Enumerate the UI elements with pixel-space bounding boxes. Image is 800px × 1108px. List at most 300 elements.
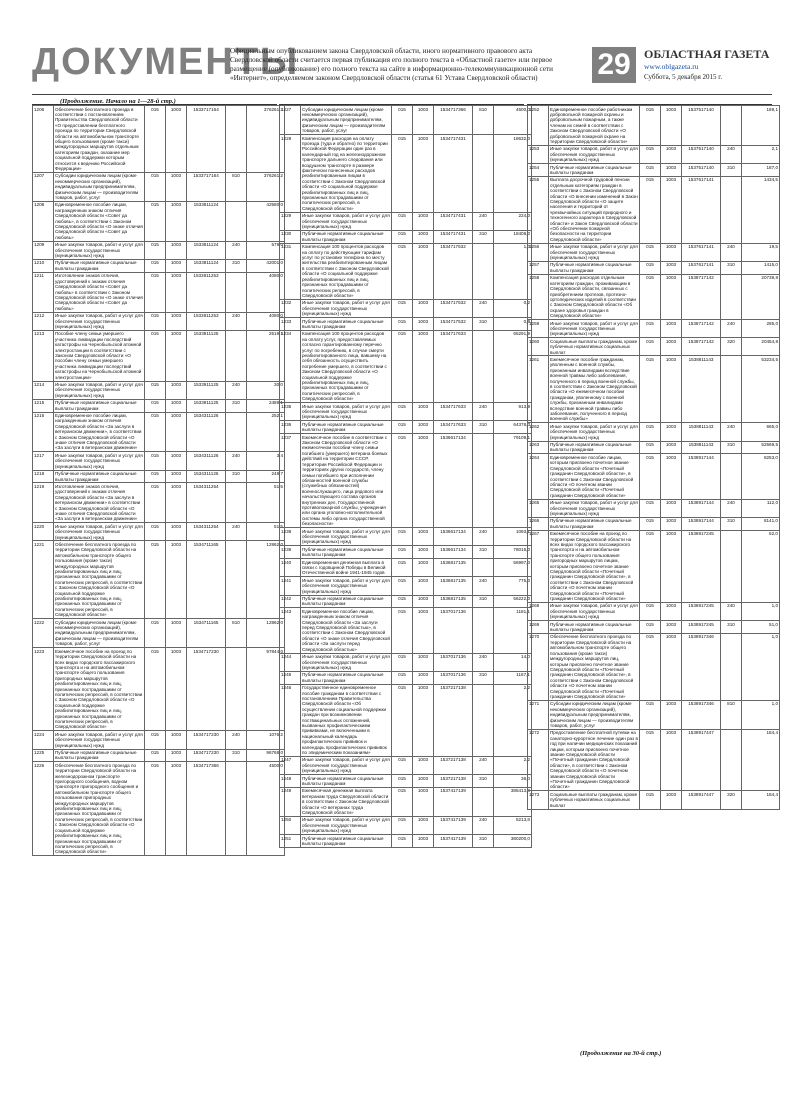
row-section-code: 1003 xyxy=(661,243,682,261)
row-section-code: 1003 xyxy=(661,338,682,356)
row-section-code: 1003 xyxy=(413,299,434,317)
row-description: Публичные нормативные социальные выплаты гражданам xyxy=(301,835,392,848)
row-description: Обеспечение бесплатного проезда по территории Свердловской области на автомобильном транспорте общего пользования (кроме такси) междугородных маршрутов реабилитированных лиц и лиц, признанных пострадавшими от политических репрессий, в соответствии с Законом Свердловской области «О социальной поддержке реабилитированных лиц и лиц, признанных пострадавшими от политических репрессий, в Свердловской области» xyxy=(54,541,145,619)
row-amount: 1415,0 xyxy=(742,261,780,274)
table-row xyxy=(528,454,780,499)
row-target-code: 1537517140 xyxy=(682,106,721,146)
row-target-code: 1536617134 xyxy=(434,434,473,528)
row-number: 1273 xyxy=(528,791,549,809)
row-expense-type: 240 xyxy=(473,528,494,546)
row-admin-code: 015 xyxy=(392,577,413,595)
row-admin-code: 015 xyxy=(145,541,166,619)
row-target-code: 1538717142 xyxy=(682,274,721,319)
row-number: 1245 xyxy=(280,671,301,684)
table-row xyxy=(33,731,285,749)
row-description: Иные закупки товаров, работ и услуг для обеспечения государственных (муниципальных) нужд xyxy=(302,654,390,670)
row-section-code: 1003 xyxy=(413,595,434,608)
row-amount: 78016,0 xyxy=(494,546,532,559)
row-target-code: 1538917346 xyxy=(682,700,721,729)
row-section-code: 1003 xyxy=(413,816,434,834)
table-row xyxy=(280,528,532,546)
row-expense-type: 810 xyxy=(473,106,494,135)
row-admin-code: 015 xyxy=(392,671,413,684)
row-target-code: 1533811124 xyxy=(187,259,226,272)
row-expense-type: 240 xyxy=(473,816,494,834)
row-number: 1238 xyxy=(280,528,301,546)
table-row xyxy=(33,241,285,259)
row-amount: 189,1 xyxy=(742,106,780,146)
row-target-code: 1536817135 xyxy=(434,595,473,608)
row-section-code: 1003 xyxy=(166,762,187,856)
row-target-code: 1534311254 xyxy=(187,523,226,541)
row-admin-code: 015 xyxy=(392,684,413,756)
page-header xyxy=(32,42,772,90)
row-number: 1211 xyxy=(33,272,54,312)
website-link[interactable]: www.oblgazeta.ru xyxy=(644,62,699,71)
row-amount: 36,0 xyxy=(494,775,532,788)
row-description: Единовременное пособие лицам, награжденным знаком отличия Свердловской области «Совет да любовь», в соответствии с Законом Свердловской области «О знаке отличия Свердловской области «Совет да любовь» xyxy=(55,202,143,240)
row-amount: 4500,0 xyxy=(247,762,285,856)
row-amount: 97844,0 xyxy=(247,648,285,731)
row-amount: 8253,0 xyxy=(742,454,780,499)
row-description: Социальные выплаты гражданам, кроме публичных нормативных социальных выплат xyxy=(549,791,640,809)
budget-column-3 xyxy=(527,104,778,1045)
row-expense-type: 310 xyxy=(473,671,494,684)
row-amount: 2489,1 xyxy=(247,399,285,412)
row-number: 1208 xyxy=(33,201,54,241)
row-section-code: 1003 xyxy=(413,403,434,421)
row-description: Изготовление знаков отличия, удостоверений к знакам отличия Свердловской области «За заслуги в ветеранском движении» в соответствии с Законом Свердловской области «О знаке отличия Свердловской области «За заслуги в ветеранском движении» xyxy=(54,483,145,523)
row-number: 1212 xyxy=(33,312,54,330)
row-admin-code: 015 xyxy=(392,403,413,421)
row-expense-type: 810 xyxy=(226,619,247,648)
row-number: 1265 xyxy=(528,499,549,517)
row-admin-code: 015 xyxy=(640,441,661,454)
row-target-code: 1534717366 xyxy=(434,106,473,135)
row-admin-code: 015 xyxy=(640,274,661,319)
row-section-code: 1003 xyxy=(413,756,434,774)
row-expense-type: 240 xyxy=(473,653,494,671)
row-amount: 2,1 xyxy=(742,145,780,163)
row-amount: 79109,1 xyxy=(494,434,532,528)
row-section-code: 1003 xyxy=(166,241,187,259)
row-amount: 20454,8 xyxy=(742,338,780,356)
row-amount: 0,8 xyxy=(494,318,532,331)
row-number: 1221 xyxy=(33,541,54,619)
table-row xyxy=(528,261,780,274)
row-target-code: 1534717532 xyxy=(434,299,473,317)
row-section-code: 1003 xyxy=(413,230,434,243)
row-number: 1207 xyxy=(33,172,54,201)
row-number: 1261 xyxy=(528,356,549,423)
row-expense-type: 310 xyxy=(226,749,247,762)
row-target-code: 1538811143 xyxy=(682,423,721,441)
row-expense-type xyxy=(473,684,494,756)
row-amount: 56997,0 xyxy=(494,559,532,577)
row-admin-code: 015 xyxy=(640,320,661,338)
row-admin-code: 015 xyxy=(145,312,166,330)
row-section-code: 1003 xyxy=(166,619,187,648)
table-row xyxy=(33,619,285,648)
row-number: 1271 xyxy=(528,700,549,729)
row-expense-type: 240 xyxy=(721,320,742,338)
budget-column-1 xyxy=(32,104,283,1045)
row-section-code: 1003 xyxy=(166,648,187,731)
row-section-code: 1003 xyxy=(166,749,187,762)
row-target-code: 1534717431 xyxy=(434,230,473,243)
row-amount: 1167,1 xyxy=(494,671,532,684)
table-row xyxy=(33,312,285,330)
table-row xyxy=(33,412,285,452)
row-number: 1241 xyxy=(280,577,301,595)
row-target-code: 1537217138 xyxy=(434,756,473,774)
row-target-code: 1534717532 xyxy=(434,243,473,299)
row-section-code: 1003 xyxy=(166,452,187,470)
row-section-code: 1003 xyxy=(661,423,682,441)
row-section-code: 1003 xyxy=(413,608,434,653)
table-row xyxy=(280,577,532,595)
row-description: Публичные нормативные социальные выплаты гражданам xyxy=(301,595,392,608)
row-expense-type: 310 xyxy=(473,230,494,243)
row-description: Субсидии юридическим лицам (кроме некоммерческих организаций), индивидуальным предпринимателям, физическим лицам — производителям товаров, работ, услуг xyxy=(549,700,640,729)
row-target-code: 1534717230 xyxy=(187,731,226,749)
row-expense-type: 310 xyxy=(473,318,494,331)
row-number: 1216 xyxy=(33,412,54,452)
row-section-code: 1003 xyxy=(166,259,187,272)
row-target-code: 1538917245 xyxy=(682,621,721,634)
row-target-code: 1537217138 xyxy=(434,775,473,788)
row-section-code: 1003 xyxy=(166,172,187,201)
row-target-code: 1533811253 xyxy=(187,272,226,312)
row-section-code: 1003 xyxy=(413,212,434,230)
row-section-code: 1003 xyxy=(661,602,682,620)
row-expense-type: 810 xyxy=(226,172,247,201)
row-target-code: 1537617141 xyxy=(682,243,721,261)
row-expense-type: 310 xyxy=(721,441,742,454)
row-target-code: 1537017136 xyxy=(434,653,473,671)
row-target-code: 1533911125 xyxy=(187,381,226,399)
row-expense-type: 240 xyxy=(226,523,247,541)
row-amount: 12862,0 xyxy=(247,541,285,619)
row-description: Публичные нормативные социальные выплаты гражданам xyxy=(54,259,145,272)
row-number: 1249 xyxy=(280,787,301,816)
budget-table xyxy=(527,105,780,810)
table-row xyxy=(528,243,780,261)
row-admin-code: 015 xyxy=(392,653,413,671)
table-row xyxy=(528,633,780,700)
row-section-code: 1003 xyxy=(413,318,434,331)
row-description: Обеспечение бесплатного проезда в соответствии с постановлением Правительства Свердловской области «О предоставлении бесплатного проезда по территории Свердловской области на автомобильном транспорте общего пользования (кроме такси) междугородных маршрутов отдельным категориям граждан, оказание мер социальной поддержки которым относится к ведению Российской Федерации» xyxy=(54,106,145,173)
row-amount: 18408,0 xyxy=(494,230,532,243)
table-row xyxy=(528,356,780,423)
row-admin-code: 015 xyxy=(145,381,166,399)
row-admin-code: 015 xyxy=(392,756,413,774)
row-description: Иные закупки товаров, работ и услуг для обеспечения государственных (муниципальных) нужд xyxy=(302,300,390,317)
row-section-code: 1003 xyxy=(166,106,187,173)
row-description: Предоставление бесплатной путевки на санаторно-курортное лечение один раз в год при наличии медицинских показаний лицам, которым присвоено почетное звание Свердловской области «Почетный гражданин Свердловской области», в соответствии с Законом Свердловской области «О почетном звании Свердловской области «Почетный гражданин Свердловской области» xyxy=(550,730,638,790)
row-target-code: 1534717366 xyxy=(187,762,226,856)
row-number: 1239 xyxy=(280,546,301,559)
table-row xyxy=(528,274,780,319)
row-amount: 51,0 xyxy=(742,621,780,634)
row-expense-type: 240 xyxy=(721,243,742,261)
row-amount: 18632,0 xyxy=(494,135,532,213)
table-row xyxy=(33,106,285,173)
row-number: 1227 xyxy=(280,106,301,135)
row-number: 1256 xyxy=(528,243,549,261)
row-number: 1226 xyxy=(33,762,54,856)
row-description: Публичные нормативные социальные выплаты гражданам xyxy=(549,441,640,454)
row-section-code: 1003 xyxy=(413,421,434,434)
row-admin-code: 015 xyxy=(392,595,413,608)
row-section-code: 1003 xyxy=(166,412,187,452)
row-admin-code: 015 xyxy=(392,330,413,402)
row-admin-code: 015 xyxy=(145,272,166,312)
row-admin-code: 015 xyxy=(640,791,661,809)
table-row xyxy=(280,684,532,756)
table-row xyxy=(280,546,532,559)
row-expense-type xyxy=(473,787,494,816)
table-row xyxy=(280,230,532,243)
row-description: Субсидии юридическим лицам (кроме некоммерческих организаций), индивидуальным предпринимателям, физическим лицам — производителям товаров, работ, услуг xyxy=(54,619,145,648)
row-admin-code: 015 xyxy=(145,399,166,412)
table-row xyxy=(33,648,285,731)
row-expense-type xyxy=(721,633,742,700)
newspaper-name: ОБЛАСТНАЯ ГАЗЕТА xyxy=(644,47,770,61)
row-target-code: 1533717164 xyxy=(187,172,226,201)
row-amount: 2519,1 xyxy=(247,330,285,381)
row-description: Иные закупки товаров, работ и услуг для обеспечения государственных (муниципальных) нужд xyxy=(55,242,143,259)
table-row xyxy=(280,299,532,317)
row-admin-code: 015 xyxy=(392,787,413,816)
row-section-code: 1003 xyxy=(166,470,187,483)
table-row xyxy=(33,749,285,762)
table-row xyxy=(280,608,532,653)
row-target-code: 1538811143 xyxy=(682,441,721,454)
row-description: Иные закупки товаров, работ и услуг для обеспечения государственных (муниципальных) нужд xyxy=(550,500,638,516)
row-amount: 56222,0 xyxy=(494,595,532,608)
row-number: 1270 xyxy=(528,633,549,700)
row-admin-code: 015 xyxy=(145,330,166,381)
row-description: Иные закупки товаров, работ и услуг для обеспечения государственных (муниципальных) нужд xyxy=(55,313,143,329)
table-row xyxy=(280,212,532,230)
row-amount: 1076,2 xyxy=(247,731,285,749)
row-expense-type xyxy=(473,434,494,528)
row-number: 1232 xyxy=(280,299,301,317)
row-section-code: 1003 xyxy=(413,106,434,135)
row-admin-code: 015 xyxy=(145,452,166,470)
row-description: Ежемесячная денежная выплата ветеранам труда Свердловской области в соответствии с Законом Свердловской области «О ветеранах труда Свердловской области» xyxy=(301,787,392,816)
row-admin-code: 015 xyxy=(640,700,661,729)
row-target-code: 1533811253 xyxy=(187,312,226,330)
row-target-code: 1538717142 xyxy=(682,320,721,338)
row-expense-type xyxy=(721,176,742,243)
row-description: Компенсация 100 процентов расходов на оплату по действующим тарифам услуг по установке телефона по месту жительства реабилитированным лицам в соответствии с Законом Свердловской области «О социальной поддержке реабилитированных лиц и лиц, признанных пострадавшими от политических репрессий, в Свердловской области» xyxy=(301,243,392,299)
row-target-code: 1537017136 xyxy=(434,671,473,684)
row-target-code: 1537417139 xyxy=(434,787,473,816)
row-description: Публичные нормативные социальные выплаты гражданам xyxy=(549,517,640,530)
row-expense-type: 310 xyxy=(473,546,494,559)
row-description: Иные закупки товаров, работ и услуг для обеспечения государственных (муниципальных) нужд xyxy=(550,320,638,337)
row-admin-code: 015 xyxy=(640,106,661,146)
row-expense-type: 240 xyxy=(473,577,494,595)
row-target-code: 1538917346 xyxy=(682,633,721,700)
row-target-code: 1536817135 xyxy=(434,559,473,577)
table-row xyxy=(528,700,780,729)
row-expense-type: 310 xyxy=(226,470,247,483)
row-amount: 2,2 xyxy=(494,684,532,756)
table-row xyxy=(528,423,780,441)
row-number: 1229 xyxy=(280,212,301,230)
row-expense-type xyxy=(226,648,247,731)
row-description: Единовременное пособие лицам, награжденным знаком отличия Свердловской области «За заслуги в ветеранском движении», в соответствии с Законом Свердловской области «О знаке отличия Свердловской области «За заслуги в ветеранском движении» xyxy=(54,412,145,452)
table-row xyxy=(528,517,780,530)
budget-table xyxy=(279,105,532,848)
row-admin-code: 015 xyxy=(392,421,413,434)
row-expense-type xyxy=(721,530,742,602)
row-description: Публичные нормативные социальные выплаты гражданам xyxy=(301,230,392,243)
row-expense-type: 240 xyxy=(226,241,247,259)
row-section-code: 1003 xyxy=(661,517,682,530)
row-number: 1236 xyxy=(280,421,301,434)
row-amount: 42580,0 xyxy=(247,201,285,241)
row-description: Иные закупки товаров, работ и услуг для обеспечения государственных (муниципальных) нужд xyxy=(550,146,638,163)
row-section-code: 1003 xyxy=(413,775,434,788)
row-admin-code: 015 xyxy=(145,648,166,731)
row-target-code: 1538917447 xyxy=(682,729,721,790)
row-expense-type: 310 xyxy=(473,595,494,608)
row-description: Изготовление знаков отличия, удостоверений к знакам отличия Свердловской области «Совет да любовь» в соответствии с Законом Свердловской области «О знаке отличия Свердловской области «Совет да любовь» xyxy=(55,273,143,311)
row-expense-type: 310 xyxy=(226,259,247,272)
row-section-code: 1003 xyxy=(166,483,187,523)
table-row xyxy=(280,816,532,834)
table-row xyxy=(528,729,780,790)
row-section-code: 1003 xyxy=(661,145,682,163)
row-admin-code: 015 xyxy=(640,499,661,517)
budget-column-2 xyxy=(279,104,530,1045)
row-amount: 52569,5 xyxy=(742,441,780,454)
row-expense-type: 240 xyxy=(226,452,247,470)
row-description: Иные закупки товаров, работ и услуг для обеспечения государственных (муниципальных) нужд xyxy=(55,731,143,748)
row-admin-code: 015 xyxy=(640,633,661,700)
row-admin-code: 015 xyxy=(640,729,661,790)
row-admin-code: 015 xyxy=(392,528,413,546)
row-amount: 385413,8 xyxy=(494,787,532,816)
row-admin-code: 015 xyxy=(640,423,661,441)
row-admin-code: 015 xyxy=(145,172,166,201)
table-row xyxy=(528,320,780,338)
table-row xyxy=(280,106,532,135)
row-expense-type: 310 xyxy=(226,399,247,412)
row-target-code: 1534717431 xyxy=(434,212,473,230)
table-row xyxy=(280,135,532,213)
row-target-code: 1534311126 xyxy=(187,412,226,452)
row-description: Публичные нормативные социальные выплаты гражданам xyxy=(301,421,392,434)
table-row xyxy=(33,452,285,470)
row-expense-type: 310 xyxy=(473,421,494,434)
row-description: Компенсация расходов на оплату проезда (туда и обратно) по территории Российской Федерации один раз в календарный год на железнодорожном транспорте дальнего следования или воздушном транспорте в размере фактически понесенных расходов реабилитированным лицам в соответствии с Законом Свердловской области «О социальной поддержке реабилитированных лиц и лиц, признанных пострадавшими от политических репрессий, в Свердловской области» xyxy=(301,135,392,213)
row-amount: 579,0 xyxy=(247,241,285,259)
row-number: 1248 xyxy=(280,775,301,788)
row-amount: 376261,2 xyxy=(247,172,285,201)
row-section-code: 1003 xyxy=(166,541,187,619)
table-row xyxy=(280,653,532,671)
table-row xyxy=(280,787,532,816)
row-description: Компенсация 100 процентов расходов на оплату услуг, предоставляемых согласно гарантированному перечню услуг по погребению, в случае смерти реабилитированного лица, вавшему на себя обязанность осуществить погребение умершего, в соответствии с Законом Свердловской области «О социальной поддержке реабилитированных лиц и лиц, признанных пострадавшими от политических репрессий, в Свердловской области» xyxy=(301,330,392,402)
row-admin-code: 015 xyxy=(640,602,661,620)
row-amount: 52,0 xyxy=(742,530,780,602)
row-expense-type: 310 xyxy=(721,261,742,274)
continued-from-note: (Продолжение. Начало на 1—28-й стр.) xyxy=(60,98,176,105)
continued-to-note: (Продолжение на 30-й стр.) xyxy=(580,1050,662,1057)
row-expense-type xyxy=(721,106,742,146)
row-admin-code: 015 xyxy=(145,241,166,259)
row-amount: 51,5 xyxy=(247,523,285,541)
row-number: 1260 xyxy=(528,338,549,356)
row-description: Публичные нормативные социальные выплаты гражданам xyxy=(301,775,392,788)
row-amount: 1093,1 xyxy=(494,528,532,546)
table-row xyxy=(528,338,780,356)
row-section-code: 1003 xyxy=(166,312,187,330)
row-admin-code: 015 xyxy=(392,434,413,528)
row-admin-code: 015 xyxy=(392,546,413,559)
row-admin-code: 015 xyxy=(392,135,413,213)
row-target-code: 1534311254 xyxy=(187,483,226,523)
row-amount: 1,0 xyxy=(742,633,780,700)
row-target-code: 1538917144 xyxy=(682,499,721,517)
row-target-code: 1537417139 xyxy=(434,816,473,834)
row-expense-type: 240 xyxy=(226,731,247,749)
row-target-code: 1534717633 xyxy=(434,403,473,421)
row-section-code: 1003 xyxy=(661,499,682,517)
row-amount: 64378,0 xyxy=(494,421,532,434)
row-amount: 224,0 xyxy=(494,212,532,230)
row-target-code: 1537617141 xyxy=(682,176,721,243)
row-section-code: 1003 xyxy=(413,528,434,546)
row-number: 1264 xyxy=(528,454,549,499)
row-admin-code: 015 xyxy=(145,259,166,272)
row-description: Единовременное пособие лицам, награжденным знаком отличия Свердловской области «За заслуги перед Свердловской областью», в соответствии с Законом Свердловской области «О знаке отличия Свердловской области «За заслуги перед Свердловской областью» xyxy=(302,608,390,652)
table-row xyxy=(528,441,780,454)
table-row xyxy=(280,835,532,848)
table-row xyxy=(528,164,780,177)
row-number: 1209 xyxy=(33,241,54,259)
row-section-code: 1003 xyxy=(661,106,682,146)
row-description: Ежемесячное пособие на проезд по территории Свердловской области на всех видах городского пассажирского транспорта и на автомобильном транспорте общего пользования пригородных маршрутов лицам, которым присвоено почетное звание Свердловской области «Почетный гражданин Свердловской области», в соответствии с Законом Свердловской области «О почетном звании Свердловской области «Почетный гражданин Свердловской области» xyxy=(549,530,640,602)
table-row xyxy=(33,399,285,412)
row-admin-code: 015 xyxy=(640,243,661,261)
row-amount: 8141,0 xyxy=(742,517,780,530)
row-expense-type xyxy=(721,356,742,423)
row-description: Социальные выплаты гражданам, кроме публичных нормативных социальных выплат xyxy=(549,338,640,356)
row-number: 1267 xyxy=(528,530,549,602)
row-target-code: 1534717230 xyxy=(187,648,226,731)
row-description: Иные закупки товаров, работ и услуг для обеспечения государственных (муниципальных) нужд xyxy=(55,382,143,398)
row-number: 1242 xyxy=(280,595,301,608)
row-amount: 1,0 xyxy=(494,243,532,299)
row-number: 1235 xyxy=(280,403,301,421)
row-admin-code: 015 xyxy=(145,483,166,523)
row-target-code: 1538717142 xyxy=(682,338,721,356)
row-admin-code: 015 xyxy=(640,338,661,356)
row-number: 1230 xyxy=(280,230,301,243)
row-amount: 1,0 xyxy=(742,602,780,620)
issue-date: Суббота, 5 декабря 2015 г. xyxy=(644,73,723,81)
row-section-code: 1003 xyxy=(166,381,187,399)
row-section-code: 1003 xyxy=(413,684,434,756)
row-section-code: 1003 xyxy=(661,530,682,602)
row-amount: 5213,8 xyxy=(494,816,532,834)
